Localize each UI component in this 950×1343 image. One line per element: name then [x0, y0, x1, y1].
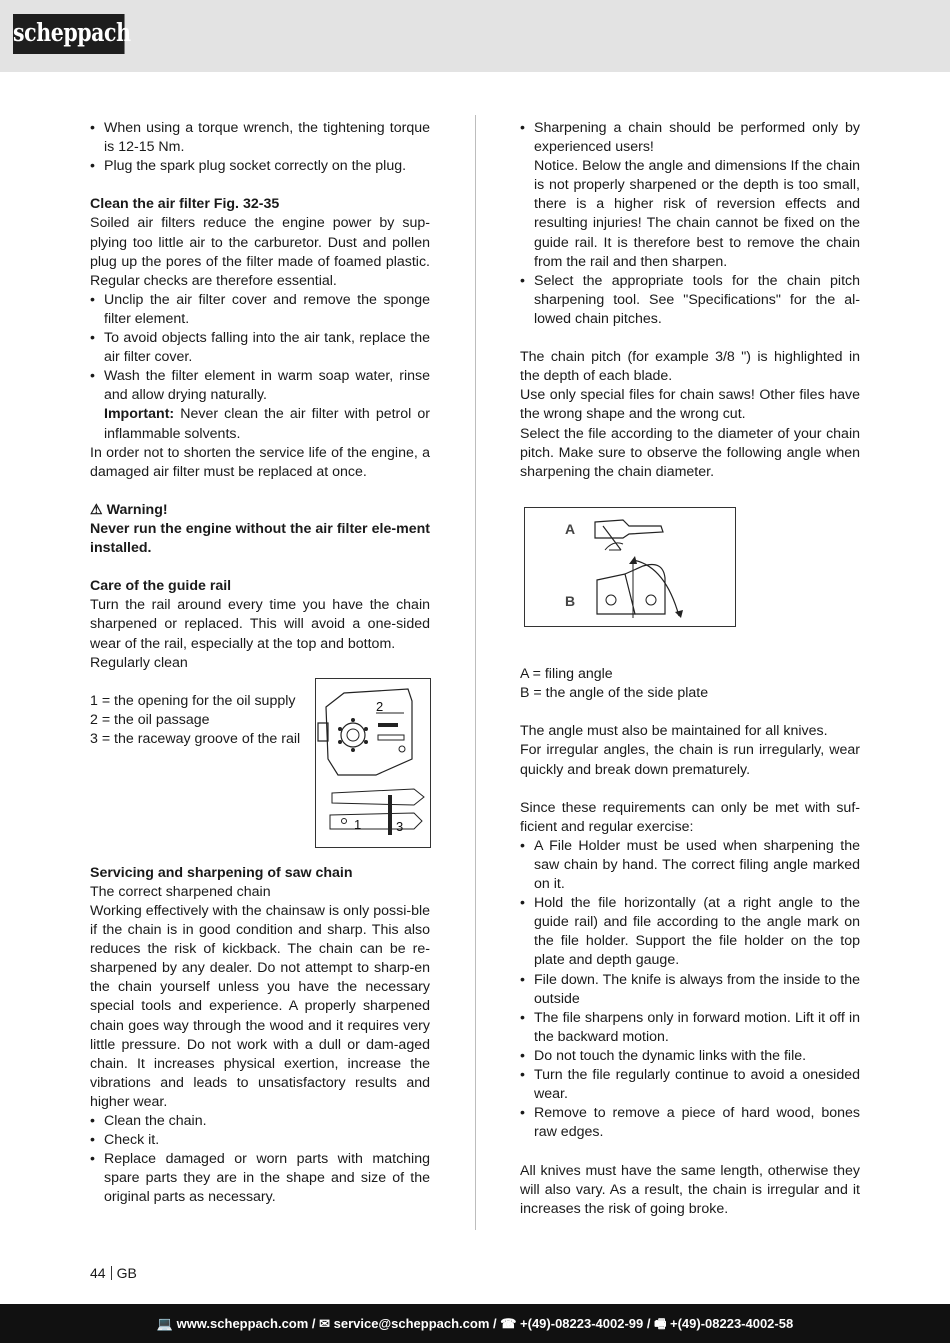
list-item: • Turn the file regularly continue to avoid a onesided wear. — [520, 1066, 860, 1104]
list-item: • Remove to remove a piece of hard wood, bones raw edges. — [520, 1104, 860, 1142]
important-note — [90, 405, 430, 443]
angle-text-1: The angle must also be maintained for all knives. — [520, 723, 828, 740]
list-item: • Hold the file horizontally (at a right angle to the guide rail) and file according to the angle mark on the file holder. Support the file holder on the top plate and depth gauge. — [520, 894, 860, 970]
page-number — [90, 1265, 137, 1281]
servicing-text: Working effectively with the chainsaw is only possi-ble if the chain is in good condition and sharp. This also reduces the risk of kickback. The chain can be re-sharpened by any dealer. Do not attempt to sharp-en the chain yourself unless you have the necessary special tools and experience. A properly sharpened chain goes way through the wood and it requires very little pressure. Do not work with a dull or dam-aged chain. It increases physical exertion, increase the vibrations and leads to unsatisfactory results and higher wear. — [90, 903, 430, 1110]
list-item: • File down. The knife is always from the inside to the outside — [520, 971, 860, 1009]
closing-text: All knives must have the same length, otherwise they will also vary. As a result, the chain is irregular and it increases the risk of going broke. — [520, 1162, 860, 1217]
rail-label-1: 1 — [354, 816, 362, 832]
list-item: • The file sharpens only in forward motion. Lift it off in the backward motion. — [520, 1009, 860, 1047]
warning-text: Never run the engine without the air filter ele-ment installed. — [90, 520, 430, 557]
angle-text-2: For irregular angles, the chain is run irregularly, wear quickly and break down prematurely. — [520, 742, 860, 778]
servicing-subheading: The correct sharpened chain — [90, 883, 271, 900]
pitch-text-2: Use only special files for chain saws! Other files have the wrong shape and the wrong cut. — [520, 387, 860, 423]
column-divider — [475, 115, 476, 1230]
list-item: • Do not touch the dynamic links with the file. — [520, 1047, 860, 1066]
language-code: GB — [116, 1265, 137, 1281]
guide-rail-text-2: Regularly clean — [90, 654, 188, 671]
guide-rail-legend — [90, 692, 310, 749]
list-item: • When using a torque wrench, the tightening torque is 12-15 Nm. — [90, 119, 430, 157]
legend-item: A = filing angle — [520, 666, 613, 683]
air-filter-intro: Soiled air filters reduce the engine power by sup-plying too little air to the carburetor. Dust and pollen plug up the pores of the filter made of foamed plastic. Regular checks are therefore essential. — [90, 215, 430, 289]
torque-bullets — [90, 119, 430, 176]
requirements-bullets — [520, 837, 860, 1143]
guide-rail-text: Turn the rail around every time you have the chain sharpened or replaced. This will avoid a one-sided wear of the rail, especially at the top and bottom. — [90, 597, 430, 652]
list-item: • Plug the spark plug socket correctly on the plug. — [90, 157, 430, 176]
air-filter-bullets — [90, 291, 430, 444]
list-item: • Sharpening a chain should be performed only by experienced users! — [520, 119, 860, 157]
contact-info: 💻 www.scheppach.com / ✉ service@scheppach.com / ☎ +(49)-08223-4002-99 / 🖷 +(49)-08223-4002-58 — [156, 1316, 794, 1331]
air-filter-outro: In order not to shorten the service life of the engine, a damaged air filter must be replaced at once. — [90, 444, 430, 480]
angle-label-b: B — [565, 592, 576, 609]
list-item: • Wash the filter element in warm soap water, rinse and allow drying naturally. — [90, 367, 430, 405]
list-item: • Check it. — [90, 1131, 430, 1150]
rail-label-3: 3 — [396, 818, 404, 834]
important-label: Important: — [104, 406, 175, 423]
guide-rail-illustration — [316, 679, 430, 847]
legend-item: 3 = the raceway groove of the rail — [90, 731, 301, 747]
guide-rail-figure — [315, 678, 431, 848]
pitch-text-3: Select the file according to the diameter of your chain pitch. Make sure to observe the following angle when sharpening the chain diameter. — [520, 425, 860, 480]
list-item: • Unclip the air filter cover and remove the sponge filter element. — [90, 291, 430, 329]
sharpening-bullets — [520, 119, 860, 329]
pitch-text-1: The chain pitch (for example 3/8 ") is highlighted in the depth of each blade. — [520, 349, 860, 385]
header-band — [0, 0, 950, 72]
footer-contact-bar — [0, 1304, 950, 1343]
list-item: • Replace damaged or worn parts with matching spare parts they are in the shape and size of the original parts as necessary. — [90, 1150, 430, 1207]
list-item: • A File Holder must be used when sharpening the saw chain by hand. The correct filing angle marked on it. — [520, 837, 860, 894]
left-column — [90, 119, 430, 1208]
filing-angle-figure — [524, 507, 736, 627]
page-number-value: 44 — [90, 1265, 106, 1281]
guide-rail-legend-block — [90, 692, 430, 864]
servicing-heading: Servicing and sharpening of saw chain — [90, 864, 353, 881]
brand-logo: scheppach — [13, 14, 125, 54]
rail-label-2: 2 — [376, 698, 384, 714]
notice-text: Notice. Below the angle and dimensions If the chain is not properly sharpened or the depth is too small, there is a higher risk of reversion effects and resulting injuries! The chain cannot be fixed on the guide rail. It is therefore best to remove the chain from the rail and then sharpen. — [534, 158, 860, 270]
list-item: • Select the appropriate tools for the chain pitch sharpening tool. See "Specifications" for the al-lowed chain pitches. — [520, 272, 860, 329]
page-separator — [111, 1266, 112, 1280]
important-text: Never clean the air filter with petrol or inflammable solvents. — [104, 406, 430, 442]
guide-rail-heading: Care of the guide rail — [90, 578, 232, 595]
servicing-bullets — [90, 1112, 430, 1207]
air-filter-heading: Clean the air filter Fig. 32-35 — [90, 196, 280, 213]
requirements-text: Since these requirements can only be met with suf-ficient and regular exercise: — [520, 799, 860, 835]
filing-angle-illustration — [525, 508, 735, 626]
legend-item: 1 = the opening for the oil supply — [90, 692, 296, 709]
legend-item: 2 = the oil passage — [90, 711, 210, 728]
warning-title: ⚠ Warning! — [90, 501, 168, 518]
right-column — [520, 119, 860, 1219]
list-item: • Clean the chain. — [90, 1112, 430, 1131]
list-item: • To avoid objects falling into the air tank, replace the air filter cover. — [90, 329, 430, 367]
legend-item: B = the angle of the side plate — [520, 685, 709, 702]
angle-label-a: A — [565, 520, 576, 537]
